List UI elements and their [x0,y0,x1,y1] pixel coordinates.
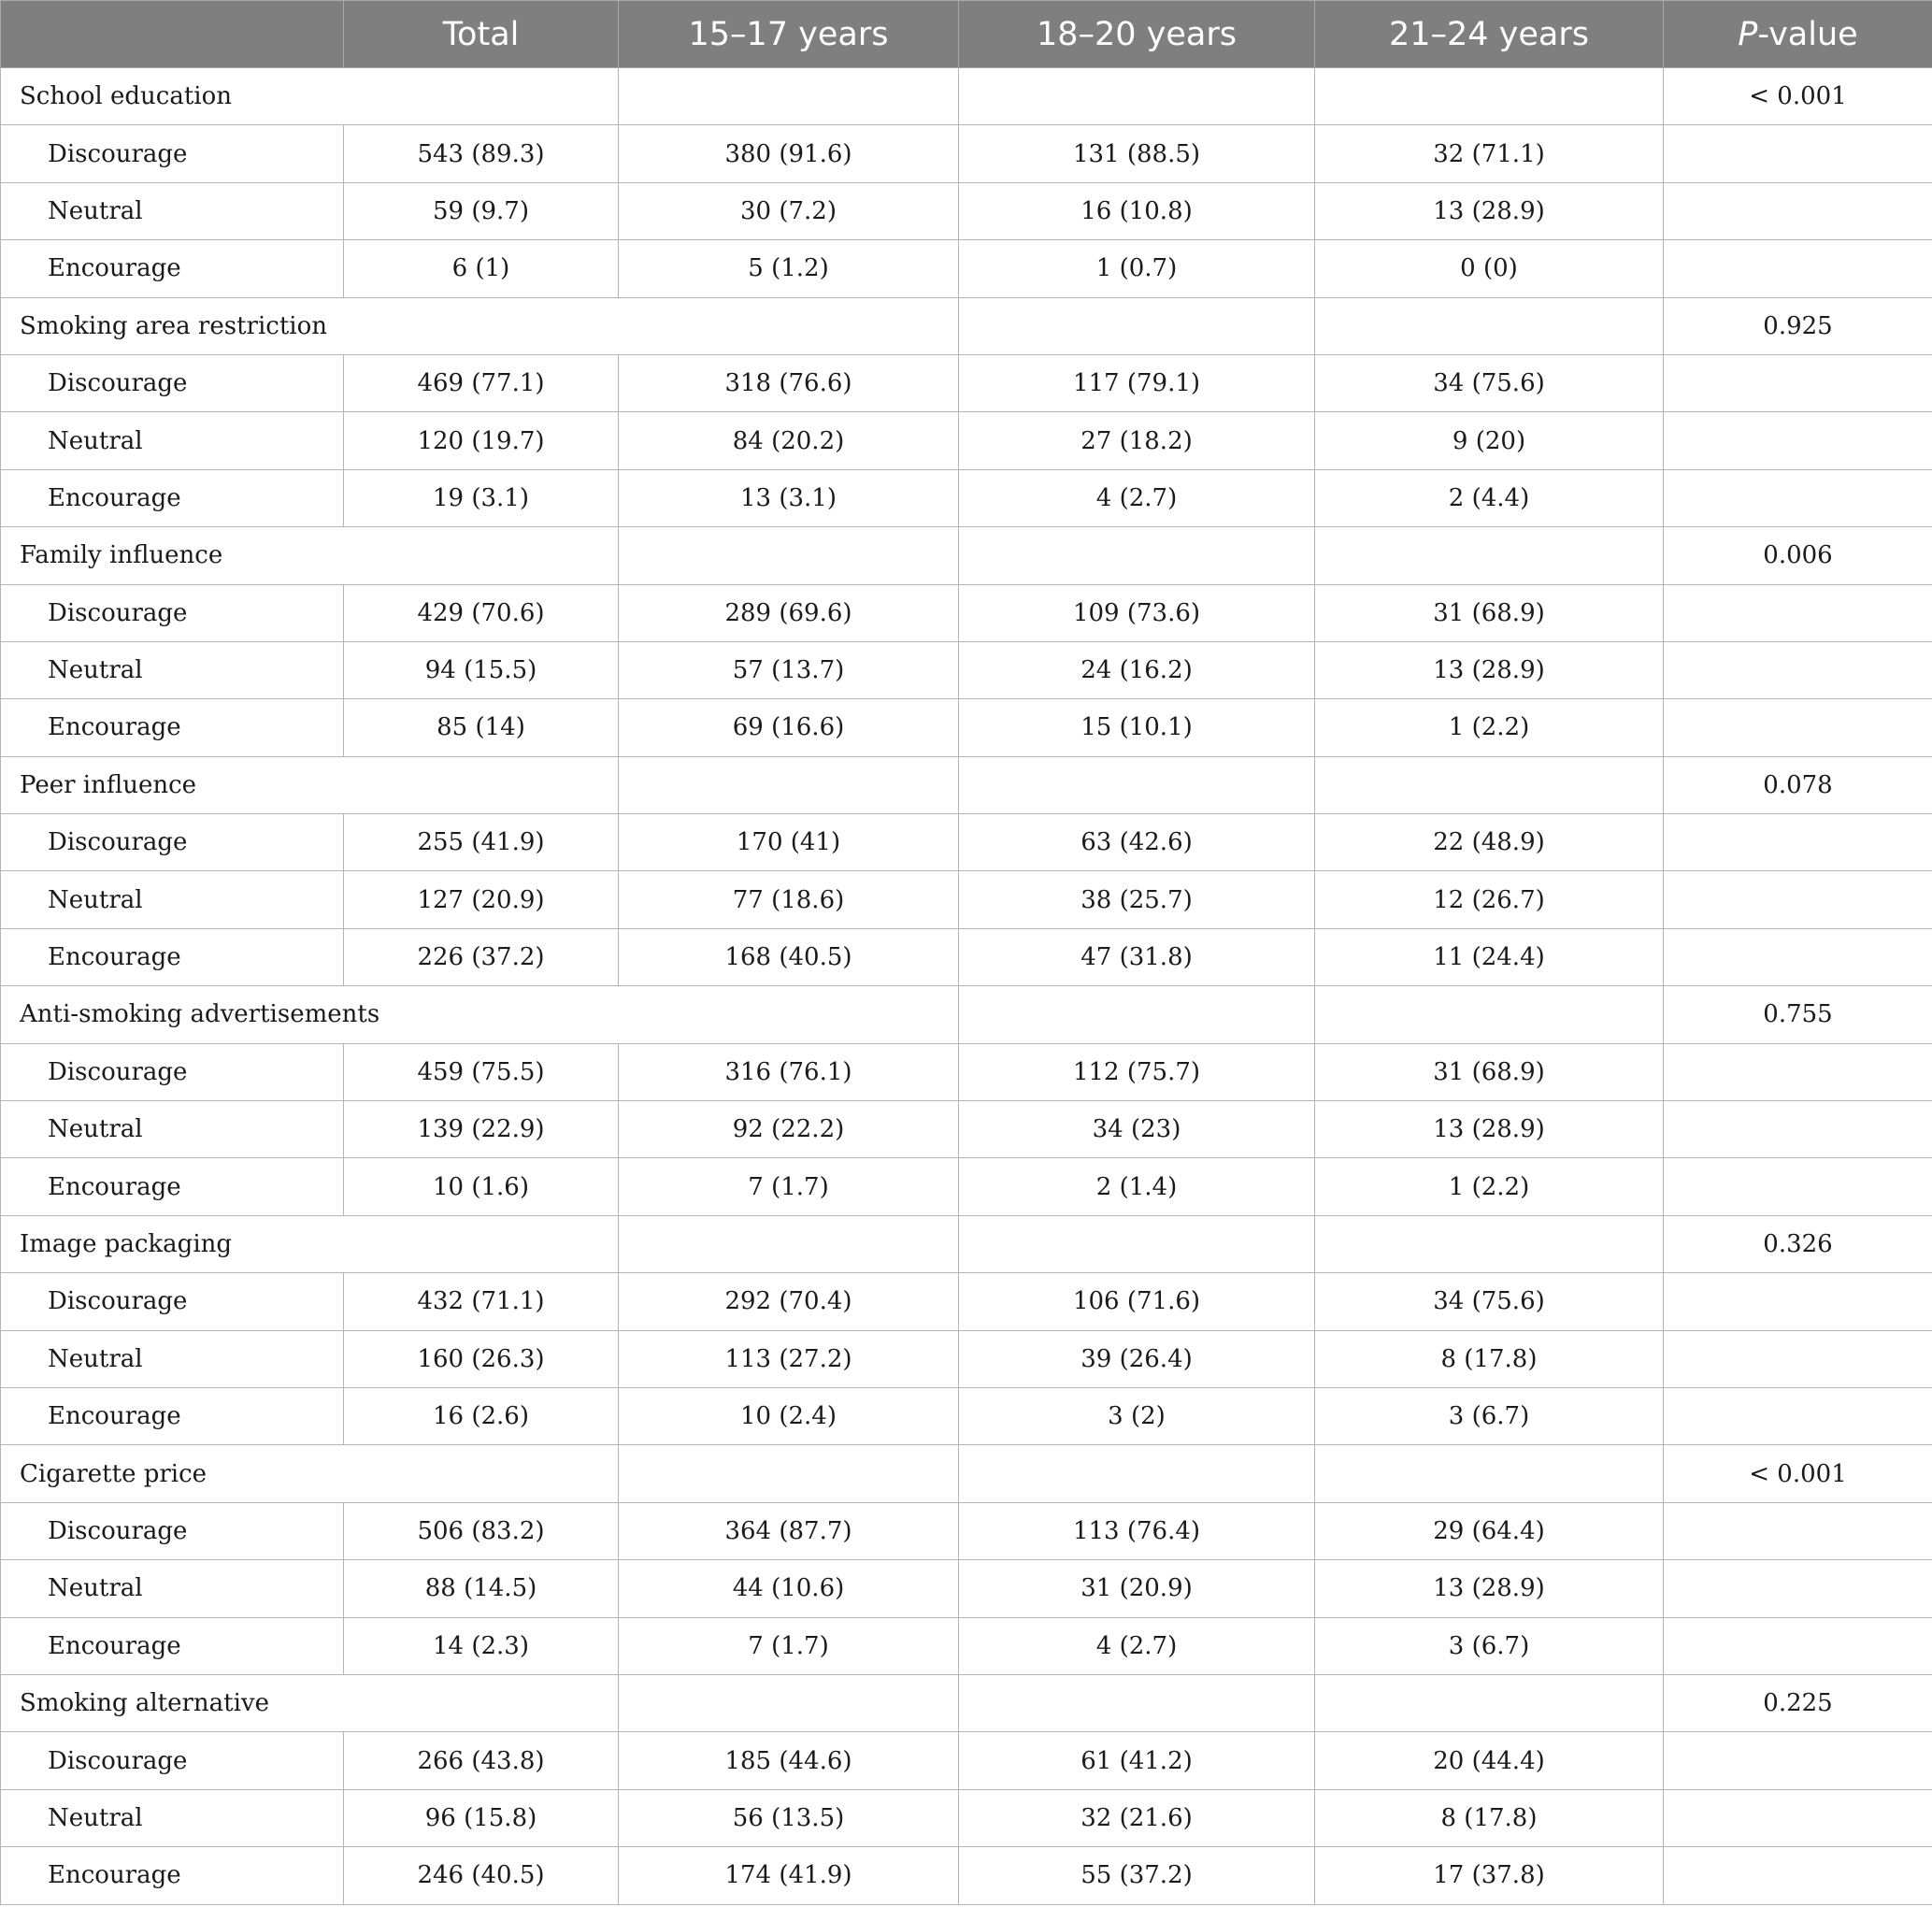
age-15-17-cell: 380 (91.6) [619,125,959,182]
empty-cell [1664,1502,1932,1559]
section-row [1,1674,1932,1731]
empty-cell [1315,1215,1664,1272]
age-15-17-cell: 289 (69.6) [619,584,959,641]
total-cell: 160 (26.3) [344,1330,619,1387]
empty-cell [1664,871,1932,928]
age-15-17-cell: 5 (1.2) [619,240,959,297]
table-row [1,871,1932,928]
empty-cell [1315,986,1664,1043]
age-15-17-cell: 56 (13.5) [619,1789,959,1846]
age-21-24-cell: 31 (68.9) [1315,1043,1664,1100]
response-label: Encourage [1,1617,344,1674]
empty-cell [1664,928,1932,985]
section-row [1,297,1932,354]
response-label: Discourage [1,584,344,641]
age-21-24-cell: 22 (48.9) [1315,814,1664,871]
age-18-20-cell: 109 (73.6) [959,584,1315,641]
response-label: Encourage [1,699,344,756]
response-label: Neutral [1,1560,344,1617]
empty-cell [1664,1387,1932,1444]
total-cell: 14 (2.3) [344,1617,619,1674]
age-18-20-cell: 55 (37.2) [959,1847,1315,1904]
age-18-20-cell: 113 (76.4) [959,1502,1315,1559]
age-18-20-cell: 61 (41.2) [959,1732,1315,1789]
table-row [1,1330,1932,1387]
age-18-20-cell: 31 (20.9) [959,1560,1315,1617]
empty-cell [1664,1043,1932,1100]
age-15-17-cell: 30 (7.2) [619,182,959,239]
section-name: Peer influence [1,756,619,813]
empty-cell [1664,182,1932,239]
age-15-17-cell: 69 (16.6) [619,699,959,756]
age-18-20-cell: 38 (25.7) [959,871,1315,928]
table-row [1,641,1932,698]
p-value-cell: 0.755 [1664,986,1932,1043]
age-21-24-cell: 9 (20) [1315,412,1664,469]
total-cell: 429 (70.6) [344,584,619,641]
table-row [1,1101,1932,1158]
empty-cell [959,756,1315,813]
section-name: Smoking area restriction [1,297,959,354]
age-21-24-cell: 32 (71.1) [1315,125,1664,182]
age-15-17-cell: 318 (76.6) [619,354,959,411]
empty-cell [619,68,959,125]
age-21-24-cell: 2 (4.4) [1315,469,1664,526]
total-cell: 543 (89.3) [344,125,619,182]
response-label: Discourage [1,1732,344,1789]
age-15-17-cell: 316 (76.1) [619,1043,959,1100]
header-age-21-24: 21–24 years [1315,1,1664,68]
header-age-15-17: 15–17 years [619,1,959,68]
empty-cell [1315,756,1664,813]
age-21-24-cell: 34 (75.6) [1315,1273,1664,1330]
table-row [1,584,1932,641]
empty-cell [1664,1789,1932,1846]
response-label: Encourage [1,1158,344,1215]
age-15-17-cell: 168 (40.5) [619,928,959,985]
age-15-17-cell: 10 (2.4) [619,1387,959,1444]
age-21-24-cell: 34 (75.6) [1315,354,1664,411]
table-row [1,1789,1932,1846]
total-cell: 139 (22.9) [344,1101,619,1158]
total-cell: 10 (1.6) [344,1158,619,1215]
empty-cell [959,527,1315,584]
total-cell: 85 (14) [344,699,619,756]
table-row [1,699,1932,756]
total-cell: 59 (9.7) [344,182,619,239]
response-label: Discourage [1,1502,344,1559]
total-cell: 246 (40.5) [344,1847,619,1904]
age-18-20-cell: 117 (79.1) [959,354,1315,411]
response-label: Discourage [1,354,344,411]
empty-cell [1664,125,1932,182]
age-18-20-cell: 34 (23) [959,1101,1315,1158]
table-header [1,1,1932,68]
total-cell: 88 (14.5) [344,1560,619,1617]
total-cell: 120 (19.7) [344,412,619,469]
total-cell: 459 (75.5) [344,1043,619,1100]
table-row [1,1560,1932,1617]
response-label: Encourage [1,469,344,526]
age-18-20-cell: 4 (2.7) [959,469,1315,526]
section-name: Smoking alternative [1,1674,619,1731]
header-p-italic: P [1738,15,1758,53]
empty-cell [1315,527,1664,584]
age-15-17-cell: 92 (22.2) [619,1101,959,1158]
p-value-cell: 0.225 [1664,1674,1932,1731]
table-row [1,928,1932,985]
empty-cell [1664,412,1932,469]
empty-cell [619,1445,959,1502]
age-21-24-cell: 13 (28.9) [1315,1101,1664,1158]
empty-cell [1664,1101,1932,1158]
total-cell: 432 (71.1) [344,1273,619,1330]
empty-cell [619,1674,959,1731]
age-21-24-cell: 3 (6.7) [1315,1387,1664,1444]
response-label: Discourage [1,1043,344,1100]
age-21-24-cell: 3 (6.7) [1315,1617,1664,1674]
response-label: Neutral [1,871,344,928]
section-row [1,756,1932,813]
p-value-cell: < 0.001 [1664,68,1932,125]
age-18-20-cell: 112 (75.7) [959,1043,1315,1100]
age-15-17-cell: 364 (87.7) [619,1502,959,1559]
header-age-18-20: 18–20 years [959,1,1315,68]
empty-cell [959,1445,1315,1502]
age-15-17-cell: 13 (3.1) [619,469,959,526]
section-row [1,68,1932,125]
empty-cell [619,756,959,813]
age-18-20-cell: 24 (16.2) [959,641,1315,698]
table-body [1,68,1932,1905]
section-row [1,986,1932,1043]
table-row [1,1732,1932,1789]
section-row [1,527,1932,584]
age-21-24-cell: 13 (28.9) [1315,1560,1664,1617]
age-15-17-cell: 185 (44.6) [619,1732,959,1789]
total-cell: 266 (43.8) [344,1732,619,1789]
empty-cell [959,297,1315,354]
table-row [1,125,1932,182]
p-value-cell: 0.006 [1664,527,1932,584]
empty-cell [959,1215,1315,1272]
header-total: Total [344,1,619,68]
total-cell: 16 (2.6) [344,1387,619,1444]
empty-cell [1664,699,1932,756]
empty-cell [1664,469,1932,526]
table-row [1,240,1932,297]
empty-cell [1664,1847,1932,1904]
empty-cell [1315,1445,1664,1502]
p-value-cell: 0.925 [1664,297,1932,354]
age-18-20-cell: 4 (2.7) [959,1617,1315,1674]
table-row [1,182,1932,239]
age-21-24-cell: 20 (44.4) [1315,1732,1664,1789]
empty-cell [619,1215,959,1272]
section-name: Cigarette price [1,1445,619,1502]
table-row [1,1502,1932,1559]
age-21-24-cell: 8 (17.8) [1315,1789,1664,1846]
age-21-24-cell: 17 (37.8) [1315,1847,1664,1904]
age-18-20-cell: 131 (88.5) [959,125,1315,182]
empty-cell [1664,1158,1932,1215]
age-18-20-cell: 1 (0.7) [959,240,1315,297]
empty-cell [1664,1330,1932,1387]
section-name: Anti-smoking advertisements [1,986,959,1043]
section-name: School education [1,68,619,125]
table-row [1,354,1932,411]
age-18-20-cell: 47 (31.8) [959,928,1315,985]
age-21-24-cell: 12 (26.7) [1315,871,1664,928]
header-p-suffix: -value [1757,15,1858,53]
response-label: Encourage [1,1847,344,1904]
response-label: Neutral [1,182,344,239]
age-21-24-cell: 1 (2.2) [1315,1158,1664,1215]
empty-cell [1315,1674,1664,1731]
age-15-17-cell: 7 (1.7) [619,1158,959,1215]
age-18-20-cell: 3 (2) [959,1387,1315,1444]
response-label: Discourage [1,1273,344,1330]
empty-cell [1664,641,1932,698]
age-21-24-cell: 31 (68.9) [1315,584,1664,641]
age-18-20-cell: 15 (10.1) [959,699,1315,756]
response-label: Neutral [1,1789,344,1846]
age-21-24-cell: 8 (17.8) [1315,1330,1664,1387]
response-label: Encourage [1,1387,344,1444]
age-18-20-cell: 27 (18.2) [959,412,1315,469]
table-row [1,1158,1932,1215]
empty-cell [1664,1273,1932,1330]
empty-cell [1315,297,1664,354]
table-row [1,1847,1932,1904]
section-name: Family influence [1,527,619,584]
empty-cell [1664,1617,1932,1674]
empty-cell [959,1674,1315,1731]
p-value-cell: 0.326 [1664,1215,1932,1272]
header-label-column [1,1,344,68]
empty-cell [1315,68,1664,125]
total-cell: 255 (41.9) [344,814,619,871]
total-cell: 6 (1) [344,240,619,297]
response-label: Discourage [1,125,344,182]
age-15-17-cell: 77 (18.6) [619,871,959,928]
age-15-17-cell: 7 (1.7) [619,1617,959,1674]
empty-cell [1664,240,1932,297]
age-15-17-cell: 84 (20.2) [619,412,959,469]
p-value-cell: < 0.001 [1664,1445,1932,1502]
response-label: Neutral [1,641,344,698]
header-row [1,1,1932,68]
empty-cell [1664,1732,1932,1789]
empty-cell [959,986,1315,1043]
total-cell: 506 (83.2) [344,1502,619,1559]
p-value-cell: 0.078 [1664,756,1932,813]
age-21-24-cell: 11 (24.4) [1315,928,1664,985]
empty-cell [1664,584,1932,641]
table-row [1,412,1932,469]
age-18-20-cell: 39 (26.4) [959,1330,1315,1387]
total-cell: 226 (37.2) [344,928,619,985]
age-15-17-cell: 57 (13.7) [619,641,959,698]
section-row [1,1445,1932,1502]
response-label: Neutral [1,1330,344,1387]
age-18-20-cell: 2 (1.4) [959,1158,1315,1215]
table-row [1,814,1932,871]
age-18-20-cell: 63 (42.6) [959,814,1315,871]
empty-cell [959,68,1315,125]
age-21-24-cell: 0 (0) [1315,240,1664,297]
table-row [1,1617,1932,1674]
table-row [1,1387,1932,1444]
response-label: Encourage [1,928,344,985]
empty-cell [1664,354,1932,411]
age-18-20-cell: 106 (71.6) [959,1273,1315,1330]
age-15-17-cell: 44 (10.6) [619,1560,959,1617]
age-21-24-cell: 13 (28.9) [1315,641,1664,698]
age-18-20-cell: 16 (10.8) [959,182,1315,239]
table-row [1,469,1932,526]
empty-cell [1664,1560,1932,1617]
age-15-17-cell: 113 (27.2) [619,1330,959,1387]
age-18-20-cell: 32 (21.6) [959,1789,1315,1846]
section-name: Image packaging [1,1215,619,1272]
table-row [1,1043,1932,1100]
age-21-24-cell: 29 (64.4) [1315,1502,1664,1559]
age-21-24-cell: 1 (2.2) [1315,699,1664,756]
header-p-value [1664,1,1932,68]
total-cell: 127 (20.9) [344,871,619,928]
age-15-17-cell: 174 (41.9) [619,1847,959,1904]
age-15-17-cell: 170 (41) [619,814,959,871]
section-row [1,1215,1932,1272]
empty-cell [619,527,959,584]
empty-cell [1664,814,1932,871]
response-label: Encourage [1,240,344,297]
total-cell: 469 (77.1) [344,354,619,411]
response-label: Discourage [1,814,344,871]
total-cell: 96 (15.8) [344,1789,619,1846]
age-21-24-cell: 13 (28.9) [1315,182,1664,239]
total-cell: 94 (15.5) [344,641,619,698]
age-15-17-cell: 292 (70.4) [619,1273,959,1330]
response-label: Neutral [1,412,344,469]
response-label: Neutral [1,1101,344,1158]
table-row [1,1273,1932,1330]
total-cell: 19 (3.1) [344,469,619,526]
